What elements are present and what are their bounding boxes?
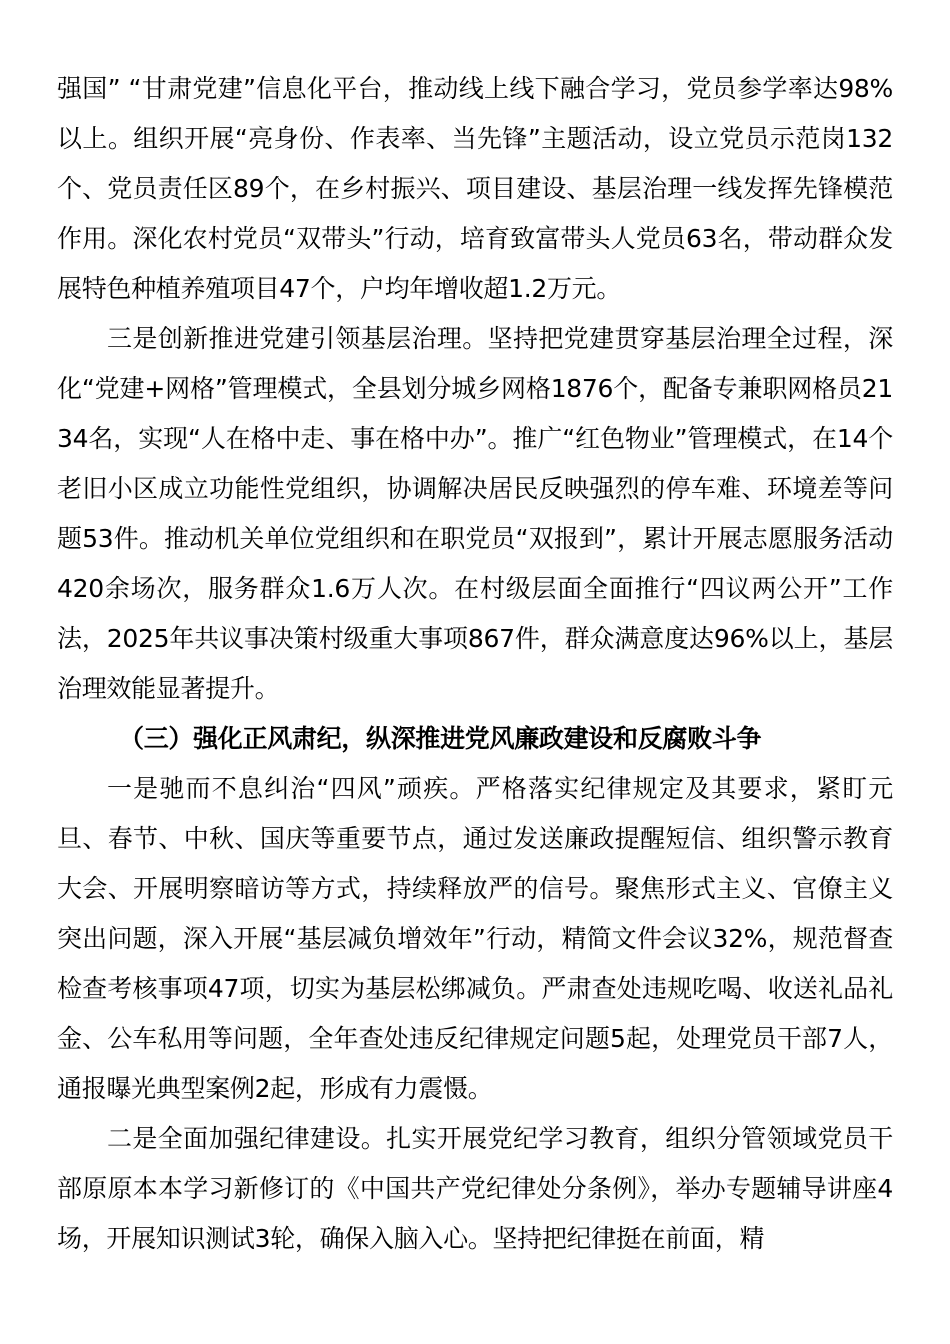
paragraph-four-styles: 一是驰而不息纠治“四风”顽疾。严格落实纪律规定及其要求，紧盯元旦、春节、中秋、国庆等重要节点，通过发送廉政提醒短信、组织警示教育大会、开展明察暗访等方式，持续释放严的信号。聚焦形式主义、官僚主义突出问题，深入开展“基层减负增效年”行动，精简文件会议32%，规范督查检查考核事项47项，切实为基层松绑减负。严肃查处违规吃喝、收送礼品礼金、公车私用等问题，全年查处违反纪律规定问题5起，处理党员干部7人，通报曝光典型案例2起，形成有力震慑。 <box>57 774 893 1103</box>
paragraph-grassroots-governance: 三是创新推进党建引领基层治理。坚持把党建贯穿基层治理全过程，深化“党建+网格”管理模式，全县划分城乡网格1876个，配备专兼职网格员2134名，实现“人在格中走、事在格中办”。推广“红色物业”管理模式，在14个老旧小区成立功能性党组织，协调解决居民反映强烈的停车难、环境差等问题53件。推动机关单位党组织和在职党员“双报到”，累计开展志愿服务活动420余场次，服务群众1.6万人次。在村级层面全面推行“四议两公开”工作法，2025年共议事决策村级重大事项867件，群众满意度达96%以上，基层治理效能显著提升。 <box>57 324 893 703</box>
paragraph-discipline-building: 二是全面加强纪律建设。扎实开展党纪学习教育，组织分管领域党员干部原原本本学习新修订的《中国共产党纪律处分条例》，举办专题辅导讲座4场，开展知识测试3轮，确保入脑入心。坚持把纪律挺在前面，精 <box>57 1124 893 1253</box>
section-heading-discipline: （三）强化正风肃纪，纵深推进党风廉政建设和反腐败斗争 <box>119 724 762 753</box>
document-page <box>57 64 893 1264</box>
paragraph-party-platform-continuation: 强国” “甘肃党建”信息化平台，推动线上线下融合学习，党员参学率达98%以上。组织开展“亮身份、作表率、当先锋”主题活动，设立党员示范岗132个、党员责任区89个，在乡村振兴、项目建设、基层治理一线发挥先锋模范作用。深化农村党员“双带头”行动，培育致富带头人党员63名，带动群众发展特色种植养殖项目47个，户均年增收超1.2万元。 <box>57 74 893 303</box>
